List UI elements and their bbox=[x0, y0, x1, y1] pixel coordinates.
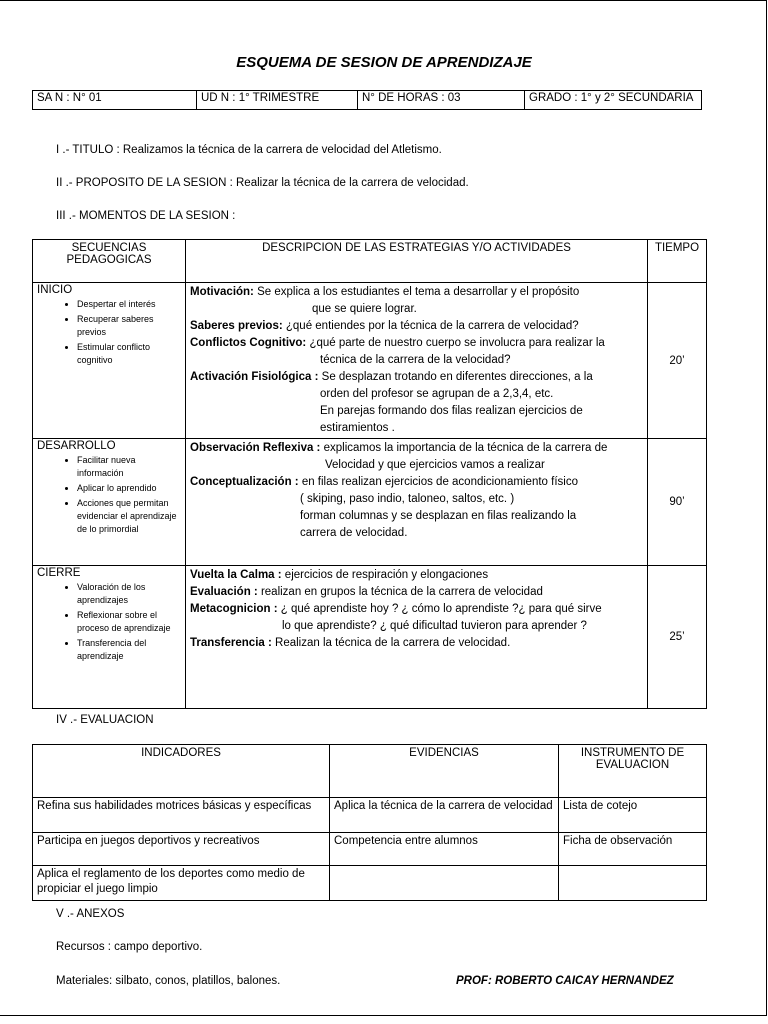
activity-text: ¿ qué aprendiste hoy ? ¿ cómo lo aprendiste ?¿ para qué sirve bbox=[277, 603, 602, 615]
cierre-activities bbox=[186, 566, 648, 709]
activity-text: Realizan la técnica de la carrera de velocidad. bbox=[271, 637, 511, 649]
list-item: • Transferencia del aprendizaje bbox=[77, 637, 181, 663]
list-item: • Aplicar lo aprendido bbox=[77, 482, 181, 495]
section-proposito: II .- PROPOSITO DE LA SESION : Realizar la técnica de la carrera de velocidad. bbox=[56, 177, 469, 189]
label-conceptualizacion: Conceptualización : bbox=[190, 476, 299, 488]
list-item: • Recuperar saberes previos bbox=[77, 313, 181, 339]
table-cell: Lista de cotejo bbox=[559, 798, 707, 833]
label-transferencia: Transferencia : bbox=[190, 637, 272, 649]
activity-text: en filas realizan ejercicios de acondicionamiento físico bbox=[298, 476, 578, 488]
san-cell: SA N : N° 01 bbox=[33, 91, 197, 110]
section-evaluacion: IV .- EVALUACION bbox=[56, 714, 154, 726]
professor-name: PROF: ROBERTO CAICAY HERNANDEZ bbox=[456, 975, 674, 987]
activity-text: forman columnas y se desplazan en filas realizando la bbox=[300, 510, 577, 522]
activity-text: técnica de la carrera de la velocidad? bbox=[320, 354, 511, 366]
desarrollo-items bbox=[37, 454, 181, 536]
header-tiempo: TIEMPO bbox=[648, 240, 707, 283]
label-observacion: Observación Reflexiva : bbox=[190, 442, 321, 454]
inicio-items bbox=[37, 298, 181, 367]
header-secuencias: SECUENCIAS PEDAGOGICAS bbox=[33, 240, 186, 283]
label-motivacion: Motivación: bbox=[190, 286, 254, 298]
list-item: • Despertar el interés bbox=[77, 298, 181, 311]
activity-text: En parejas formando dos filas realizan ejercicios de bbox=[320, 405, 583, 417]
label-conflictos: Conflictos Cognitivo: bbox=[190, 337, 307, 349]
activity-text: Se explica a los estudiantes el tema a desarrollar y el propósito bbox=[253, 286, 580, 298]
label-evaluacion: Evaluación : bbox=[190, 586, 258, 598]
evaluation-table bbox=[32, 744, 707, 901]
activity-text: lo que aprendiste? ¿ qué dificultad tuvieron para aprender ? bbox=[282, 620, 587, 632]
activity-text: estiramientos . bbox=[320, 422, 395, 434]
table-cell: Ficha de observación bbox=[559, 833, 707, 866]
table-cell: Aplica la técnica de la carrera de velocidad bbox=[330, 798, 559, 833]
section-titulo: I .- TITULO : Realizamos la técnica de la carrera de velocidad del Atletismo. bbox=[56, 144, 442, 156]
label-metacognicion: Metacognicion : bbox=[190, 603, 278, 615]
activity-text: ( skiping, paso indio, taloneo, saltos, etc. ) bbox=[300, 493, 515, 505]
inicio-activities bbox=[186, 283, 648, 439]
activity-text: ¿qué parte de nuestro cuerpo se involucra para realizar la bbox=[306, 337, 605, 349]
activity-text: ¿qué entiendes por la técnica de la carrera de velocidad? bbox=[282, 320, 579, 332]
table-cell: Refina sus habilidades motrices básicas y específicas bbox=[33, 798, 330, 833]
activity-text: orden del profesor se agrupan de a 2,3,4, etc. bbox=[320, 388, 554, 400]
ud-cell: UD N : 1° TRIMESTRE bbox=[197, 91, 358, 110]
activity-text: realizan en grupos la técnica de la carrera de velocidad bbox=[257, 586, 543, 598]
list-item: • Valoración de los aprendizajes bbox=[77, 581, 181, 607]
materiales-line: Materiales: silbato, conos, platillos, balones. bbox=[56, 975, 281, 987]
label-saberes: Saberes previos: bbox=[190, 320, 283, 332]
grado-cell: GRADO : 1° y 2° SECUNDARIA bbox=[525, 91, 702, 110]
row-cierre bbox=[33, 566, 707, 709]
session-info-table bbox=[32, 90, 702, 110]
table-row bbox=[33, 798, 707, 833]
table-row bbox=[33, 866, 707, 901]
table-cell: Aplica el reglamento de los deportes como medio de propiciar el juego limpio bbox=[33, 866, 330, 901]
section-anexos: V .- ANEXOS bbox=[56, 908, 125, 920]
label-activacion: Activación Fisiológica : bbox=[190, 371, 319, 383]
desarrollo-activities bbox=[186, 439, 648, 566]
horas-cell: N° DE HORAS : 03 bbox=[358, 91, 525, 110]
row-inicio bbox=[33, 283, 707, 439]
header-instrumento: INSTRUMENTO DE EVALUACION bbox=[559, 745, 707, 798]
table-cell: Participa en juegos deportivos y recreativos bbox=[33, 833, 330, 866]
activity-text: explicamos la importancia de la técnica de la carrera de bbox=[320, 442, 608, 454]
label-vuelta-calma: Vuelta la Calma : bbox=[190, 569, 282, 581]
activity-text: carrera de velocidad. bbox=[300, 527, 408, 539]
list-item: • Reflexionar sobre el proceso de aprendizaje bbox=[77, 609, 181, 635]
activity-text: que se quiere lograr. bbox=[312, 303, 417, 315]
list-item: • Facilitar nueva información bbox=[77, 454, 181, 480]
table-row bbox=[33, 833, 707, 866]
activity-text: ejercicios de respiración y elongaciones bbox=[281, 569, 489, 581]
table-cell: Competencia entre alumnos bbox=[330, 833, 559, 866]
section-momentos: III .- MOMENTOS DE LA SESION : bbox=[56, 210, 236, 222]
document-title: ESQUEMA DE SESION DE APRENDIZAJE bbox=[236, 54, 532, 71]
eval-header-row bbox=[33, 745, 707, 798]
stage-inicio: INICIO bbox=[37, 284, 73, 296]
activity-text: Se desplazan trotando en diferentes direcciones, a la bbox=[318, 371, 593, 383]
activity-text: Velocidad y que ejercicios vamos a realizar bbox=[325, 459, 545, 471]
table-cell bbox=[330, 866, 559, 901]
row-desarrollo bbox=[33, 439, 707, 566]
time-cierre: 25’ bbox=[648, 566, 707, 709]
session-moments-table bbox=[32, 239, 707, 709]
stage-cierre: CIERRE bbox=[37, 567, 81, 579]
header-evidencias: EVIDENCIAS bbox=[330, 745, 559, 798]
header-indicadores: INDICADORES bbox=[33, 745, 330, 798]
table-cell bbox=[559, 866, 707, 901]
cierre-items bbox=[37, 581, 181, 663]
list-item: • Acciones que permitan evidenciar el aprendizaje de lo primordial bbox=[77, 497, 181, 536]
list-item: • Estimular conflicto cognitivo bbox=[77, 341, 181, 367]
header-descripcion: DESCRIPCION DE LAS ESTRATEGIAS Y/O ACTIVIDADES bbox=[186, 240, 648, 283]
session-header-row bbox=[33, 240, 707, 283]
time-inicio: 20’ bbox=[648, 283, 707, 439]
time-desarrollo: 90’ bbox=[648, 439, 707, 566]
stage-desarrollo: DESARROLLO bbox=[37, 440, 116, 452]
recursos-line: Recursos : campo deportivo. bbox=[56, 941, 203, 953]
